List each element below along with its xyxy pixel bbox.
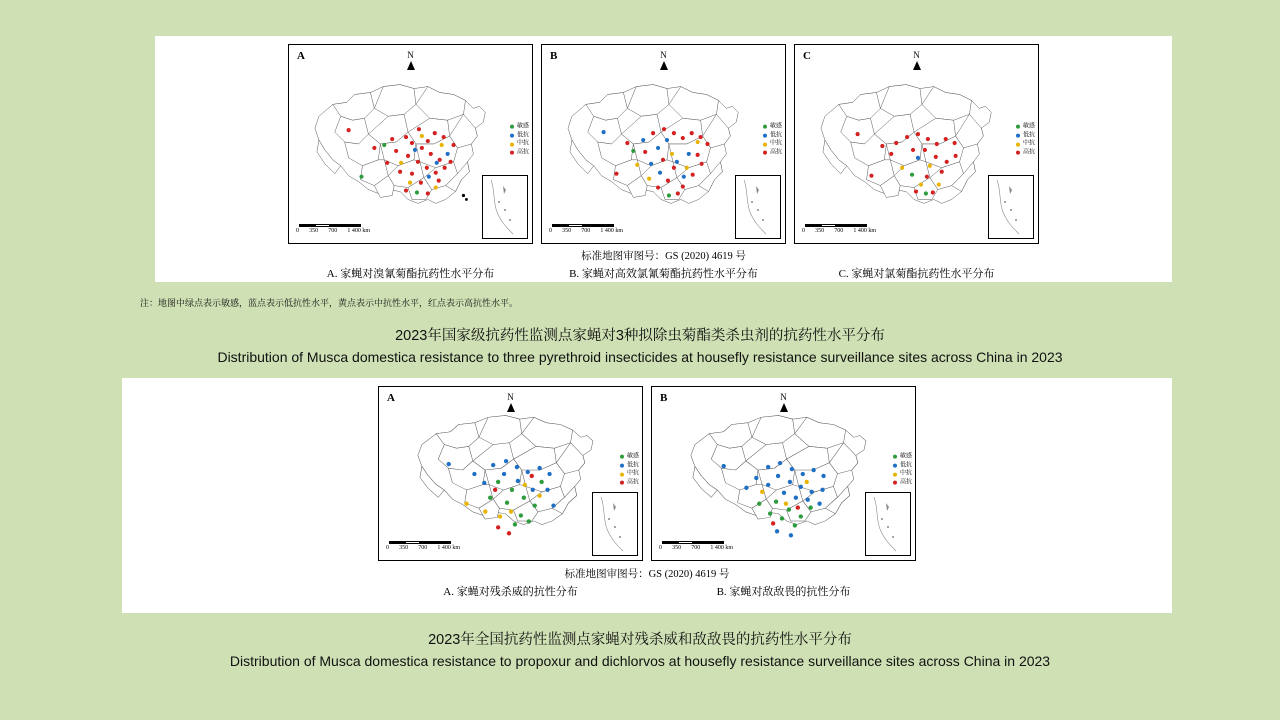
legend-bottom-a [620,453,639,488]
scalebar-segment [552,224,568,227]
legend-label: 高抗 [769,149,782,156]
map-approval-number-top: 标准地图审图号：GS (2020) 4619 号 [581,251,746,262]
legend-item [510,123,529,132]
scalebar-tick: 1 400 km [853,228,876,234]
legend-dot-high [620,481,624,485]
top-maps-row [155,36,1172,244]
legend-label: 低抗 [899,462,912,469]
legend-label: 敏感 [899,453,912,460]
north-label: N [660,50,667,60]
legend-item [510,131,529,140]
legend-item [510,140,529,149]
map-top-c [794,44,1039,244]
legend-dot-low [510,134,514,138]
scalebar-segment [836,224,867,227]
scalebar-segment [420,541,451,544]
scalebar-a [296,224,370,234]
legend-dot-susceptible [620,455,624,459]
scalebar-tick: 700 [691,545,701,551]
scalebar-c [802,224,876,234]
legend-dot-moderate [510,142,514,146]
legend-label: 中抗 [769,141,782,148]
bottom-captions [122,583,1172,599]
scalebar-tick: 0 [296,228,299,234]
legend-item [1016,131,1035,140]
top-captions [155,265,1172,281]
legend-item [620,461,639,470]
bottom-title-block [0,628,1280,669]
scalebar-segment [389,541,405,544]
legend-dot-high [763,151,767,155]
legend-label: 低抗 [1022,132,1035,139]
top-figure-panel [155,36,1172,282]
legend-label: 中抗 [899,471,912,478]
south-china-sea-inset [865,492,911,556]
legend-dot-high [510,151,514,155]
scalebar-bar [389,541,451,544]
scalebar-tick: 1 400 km [710,545,733,551]
scalebar-bar [662,541,724,544]
legend-dot-susceptible [510,125,514,129]
legend-label: 高抗 [1022,149,1035,156]
map-bottom-b [651,386,916,561]
south-china-sea-inset [988,175,1034,239]
legend-item [763,123,782,132]
legend-label: 敏感 [626,453,639,460]
scalebar-ticks [802,228,876,234]
north-label: N [407,50,414,60]
south-china-sea-inset [735,175,781,239]
bottom-title-cn: 2023年全国抗药性监测点家蝇对残杀威和敌敌畏的抗药性水平分布 [428,632,852,648]
legend-label: 低抗 [769,132,782,139]
legend-dot-susceptible [763,125,767,129]
north-label: N [913,50,920,60]
north-label: N [507,392,514,402]
scalebar-tick: 1 400 km [437,545,460,551]
scalebar-tick: 350 [399,545,409,551]
legend-bottom-b [893,453,912,488]
legend-dot-low [763,134,767,138]
map-top-b [541,44,786,244]
legend-dot-moderate [763,142,767,146]
scalebar-tick: 350 [672,545,682,551]
inset-outline [736,176,780,238]
scalebar-tick: 0 [802,228,805,234]
south-china-sea-inset [482,175,528,239]
legend-item [763,149,782,158]
scalebar-tick: 700 [581,228,591,234]
legend-label: 高抗 [626,479,639,486]
scalebar-ticks [296,228,370,234]
scalebar-tick: 350 [562,228,572,234]
map-caption-a: A. 家蝇对溴氰菊酯抗药性水平分布 [326,268,495,280]
legend-dot-susceptible [893,455,897,459]
map-caption-c: C. 家蝇对氯菊酯抗药性水平分布 [838,268,995,280]
scalebar-segment [693,541,724,544]
scalebar-segment [568,224,584,227]
map-approval-number-bottom: 标准地图审图号：GS (2020) 4619 号 [564,569,730,580]
legend-dot-moderate [893,472,897,476]
legend-item [1016,140,1035,149]
legend-a [510,123,529,158]
scalebar-ticks [659,545,733,551]
legend-label: 中抗 [1022,141,1035,148]
legend-item [510,149,529,158]
panel-letter-b: B [550,50,558,62]
legend-c [1016,123,1035,158]
scalebar-segment [299,224,315,227]
inset-outline [866,493,910,555]
scalebar-bottom-a [386,541,460,551]
scalebar-bottom-b [659,541,733,551]
scalebar-segment [330,224,361,227]
legend-item [893,470,912,479]
legend-item [1016,123,1035,132]
legend-dot-moderate [620,472,624,476]
scalebar-tick: 0 [386,545,389,551]
inset-outline [483,176,527,238]
bottom-title-en: Distribution of Musca domestica resistance to propoxur and dichlorvos at housefly resistance surveillance sites across China in 2023 [229,653,1051,669]
map-caption-bottom-b: B. 家蝇对敌敌畏的抗性分布 [716,586,851,598]
legend-b [763,123,782,158]
bottom-figure-panel [122,378,1172,613]
scalebar-tick: 700 [418,545,428,551]
legend-label: 高抗 [899,479,912,486]
scalebar-segment [315,224,331,227]
scalebar-bar [805,224,867,227]
scalebar-bar [552,224,614,227]
inset-outline [593,493,637,555]
scalebar-bar [299,224,361,227]
top-title-cn: 2023年国家级抗药性监测点家蝇对3种拟除虫菊酯类杀虫剂的抗药性水平分布 [395,328,885,344]
scalebar-ticks [386,545,460,551]
panel-letter-a: A [387,392,395,404]
inset-outline [989,176,1033,238]
scalebar-segment [678,541,694,544]
scalebar-tick: 1 400 km [347,228,370,234]
legend-dot-moderate [1016,142,1020,146]
legend-item [893,461,912,470]
legend-dot-high [893,481,897,485]
legend-label: 中抗 [516,141,529,148]
scalebar-tick: 0 [659,545,662,551]
legend-label: 敏感 [769,123,782,130]
legend-item [620,479,639,488]
panel-letter-b: B [660,392,668,404]
legend-label: 敏感 [516,123,529,130]
map-caption-b: B. 家蝇对高效氯氰菊酯抗药性水平分布 [569,268,758,280]
figure-note: 注：地图中绿点表示敏感，蓝点表示低抗性水平，黄点表示中抗性水平，红点表示高抗性水平。 [140,298,519,308]
top-title-block [0,324,1280,365]
legend-label: 中抗 [626,471,639,478]
panel-letter-a: A [297,50,305,62]
scalebar-b [549,224,623,234]
scalebar-ticks [549,228,623,234]
scalebar-segment [405,541,421,544]
scalebar-tick: 350 [815,228,825,234]
legend-item [893,479,912,488]
legend-item [620,453,639,462]
legend-item [763,140,782,149]
legend-item [620,470,639,479]
legend-dot-high [1016,151,1020,155]
legend-label: 敏感 [1022,123,1035,130]
scalebar-tick: 0 [549,228,552,234]
legend-item [893,453,912,462]
scalebar-segment [805,224,821,227]
map-top-a [288,44,533,244]
scalebar-segment [583,224,614,227]
legend-dot-low [893,464,897,468]
scalebar-segment [662,541,678,544]
legend-item [763,131,782,140]
scalebar-tick: 700 [834,228,844,234]
map-bottom-a [378,386,643,561]
scalebar-tick: 350 [309,228,319,234]
scalebar-tick: 700 [328,228,338,234]
legend-dot-susceptible [1016,125,1020,129]
legend-item [1016,149,1035,158]
panel-letter-c: C [803,50,811,62]
bottom-maps-row [122,378,1172,561]
legend-label: 低抗 [516,132,529,139]
legend-label: 高抗 [516,149,529,156]
scalebar-segment [821,224,837,227]
legend-dot-low [620,464,624,468]
legend-label: 低抗 [626,462,639,469]
top-title-en: Distribution of Musca domestica resistance to three pyrethroid insecticides at housefly resistance surveillance sites across China in 2023 [217,349,1063,365]
legend-dot-low [1016,134,1020,138]
scalebar-tick: 1 400 km [600,228,623,234]
map-caption-bottom-a: A. 家蝇对残杀威的抗性分布 [443,586,578,598]
south-china-sea-inset [592,492,638,556]
north-label: N [780,392,787,402]
